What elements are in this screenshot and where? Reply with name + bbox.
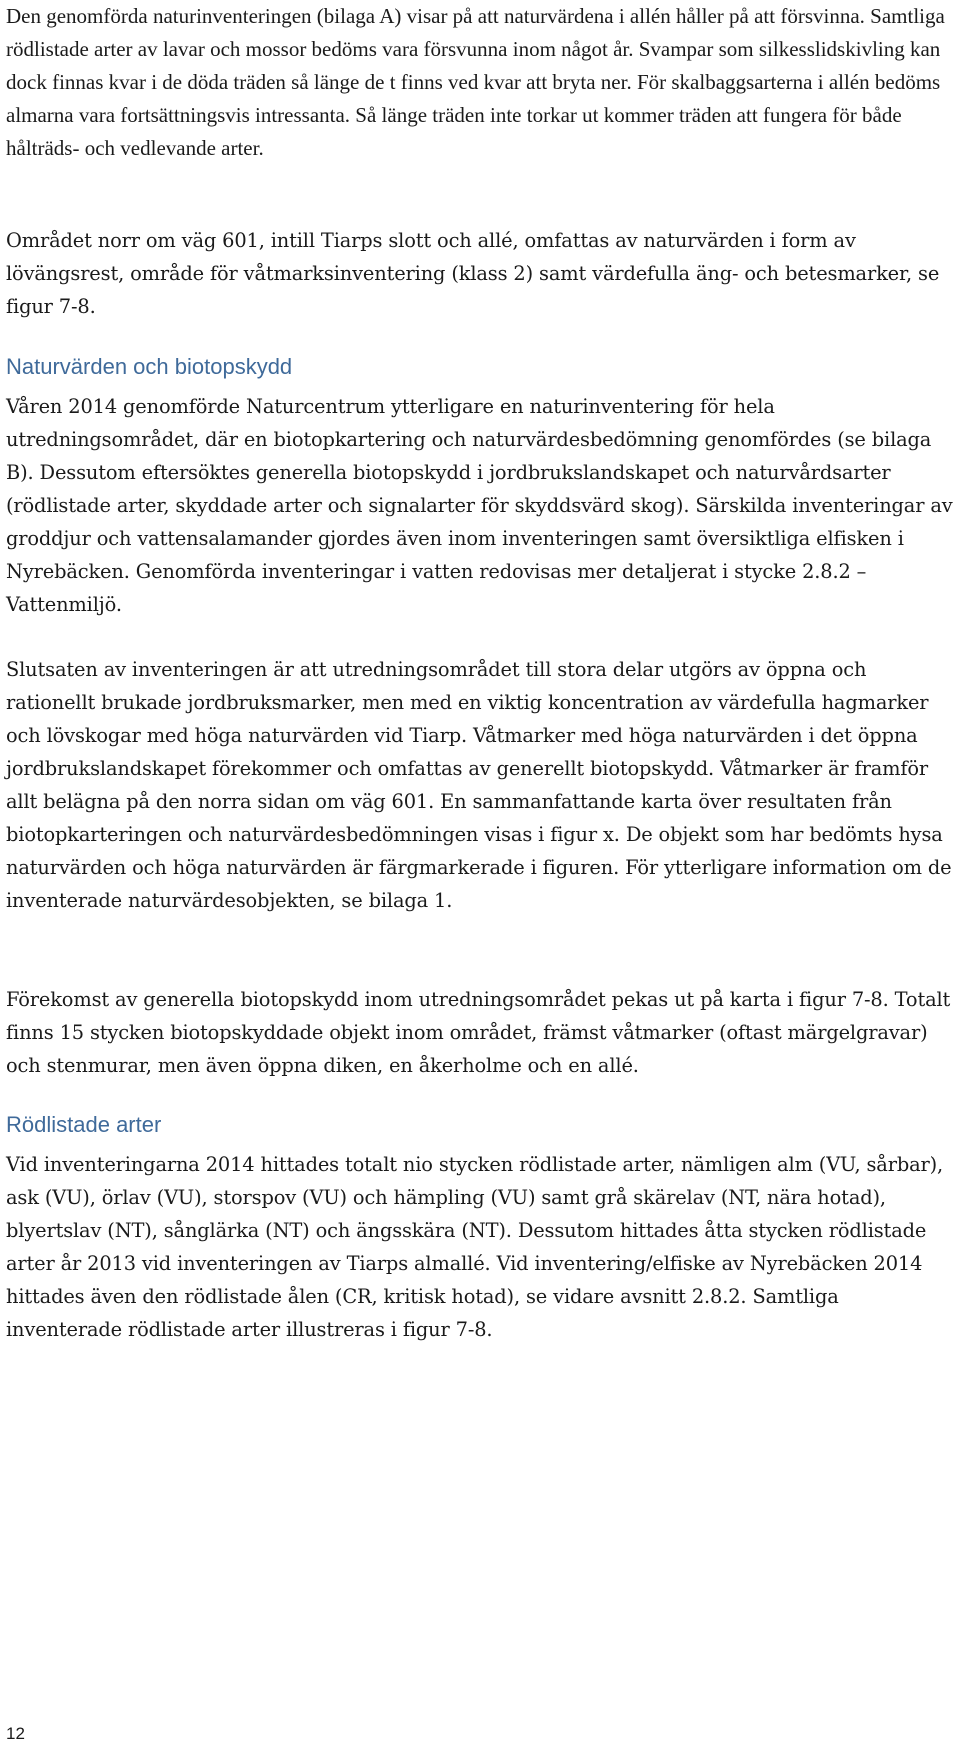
section-heading-naturvarden: Naturvärden och biotopskydd (6, 354, 293, 379)
intro-paragraph: Den genomförda naturinventeringen (bilaga A) visar på att naturvärdena i allén håller på att försvinna. Samtliga rödlistade arter av lavar och mossor bedöms vara försvunna inom något år. Svampar som silkesslidskivling kan dock finnas kvar i de döda träden så länge de t finns ved kvar att bryta ner. För skalbaggsarterna i allén bedöms almarna vara fortsättningsvis intressanta. Så länge träden inte torkar ut kommer träden att fungera för både hålträds- och vedlevande arter. (6, 4, 945, 160)
area-description-paragraph: Området norr om väg 601, intill Tiarps slott och allé, omfattas av naturvärden i form av lövängsrest, område för våtmarksinventering (klass 2) samt värdefulla äng- och betesmarker, se figur 7-8. (6, 229, 940, 318)
section-heading-rodlistade: Rödlistade arter (6, 1112, 162, 1137)
redlisted-species-paragraph: Vid inventeringarna 2014 hittades totalt nio stycken rödlistade arter, nämligen alm (VU, sårbar), ask (VU), örlav (VU), storspov (VU) och hämpling (VU) samt grå skärelav (NT, nära hotad), blyertslav (NT), sånglärka (NT) och ängsskära (NT). Dessutom hittades åtta stycken rödlistade arter år 2013 vid inventeringen av Tiarps almallé. Vid inventering/elfiske av Nyrebäcken 2014 hittades även den rödlistade ålen (CR, kritisk hotad), se vidare avsnitt 2.8.2. Samtliga inventerade rödlistade arter illustreras i figur 7-8. (6, 1153, 944, 1341)
biotope-protection-paragraph: Förekomst av generella biotopskydd inom utredningsområdet pekas ut på karta i figur 7-8. Totalt finns 15 stycken biotopskyddade objekt inom området, främst våtmarker (oftast märgelgravar) och stenmurar, men även öppna diken, en åkerholme och en allé. (6, 988, 951, 1077)
inventory-paragraph: Våren 2014 genomförde Naturcentrum ytterligare en naturinventering för hela utredningsområdet, där en biotopkartering och naturvärdesbedömning genomfördes (se bilaga B). Dessutom eftersöktes generella biotopskydd i jordbrukslandskapet och naturvårdsarter (rödlistade arter, skyddade arter och signalarter för skyddsvärd skog). Särskilda inventeringar av groddjur och vattensalamander gjordes även inom inventeringen samt översiktliga elfisken i Nyrebäcken. Genomförda inventeringar i vatten redovisas mer detaljerat i stycke 2.8.2 – Vattenmiljö. (6, 395, 953, 616)
page-number: 12 (6, 1724, 25, 1743)
conclusion-paragraph: Slutsaten av inventeringen är att utredningsområdet till stora delar utgörs av öppna och rationellt brukade jordbruksmarker, men med en viktig koncentration av värdefulla hagmarker och lövskogar med höga naturvärden vid Tiarp. Våtmarker med höga naturvärden i det öppna jordbrukslandskapet förekommer och omfattas av generellt biotopskydd. Våtmarker är framför allt belägna på den norra sidan om väg 601. En sammanfattande karta över resultaten från biotopkarteringen och naturvärdesbedömningen visas i figur x. De objekt som har bedömts hysa naturvärden och höga naturvärden är färgmarkerade i figuren. För ytterligare information om de inventerade naturvärdesobjekten, se bilaga 1. (6, 658, 952, 912)
